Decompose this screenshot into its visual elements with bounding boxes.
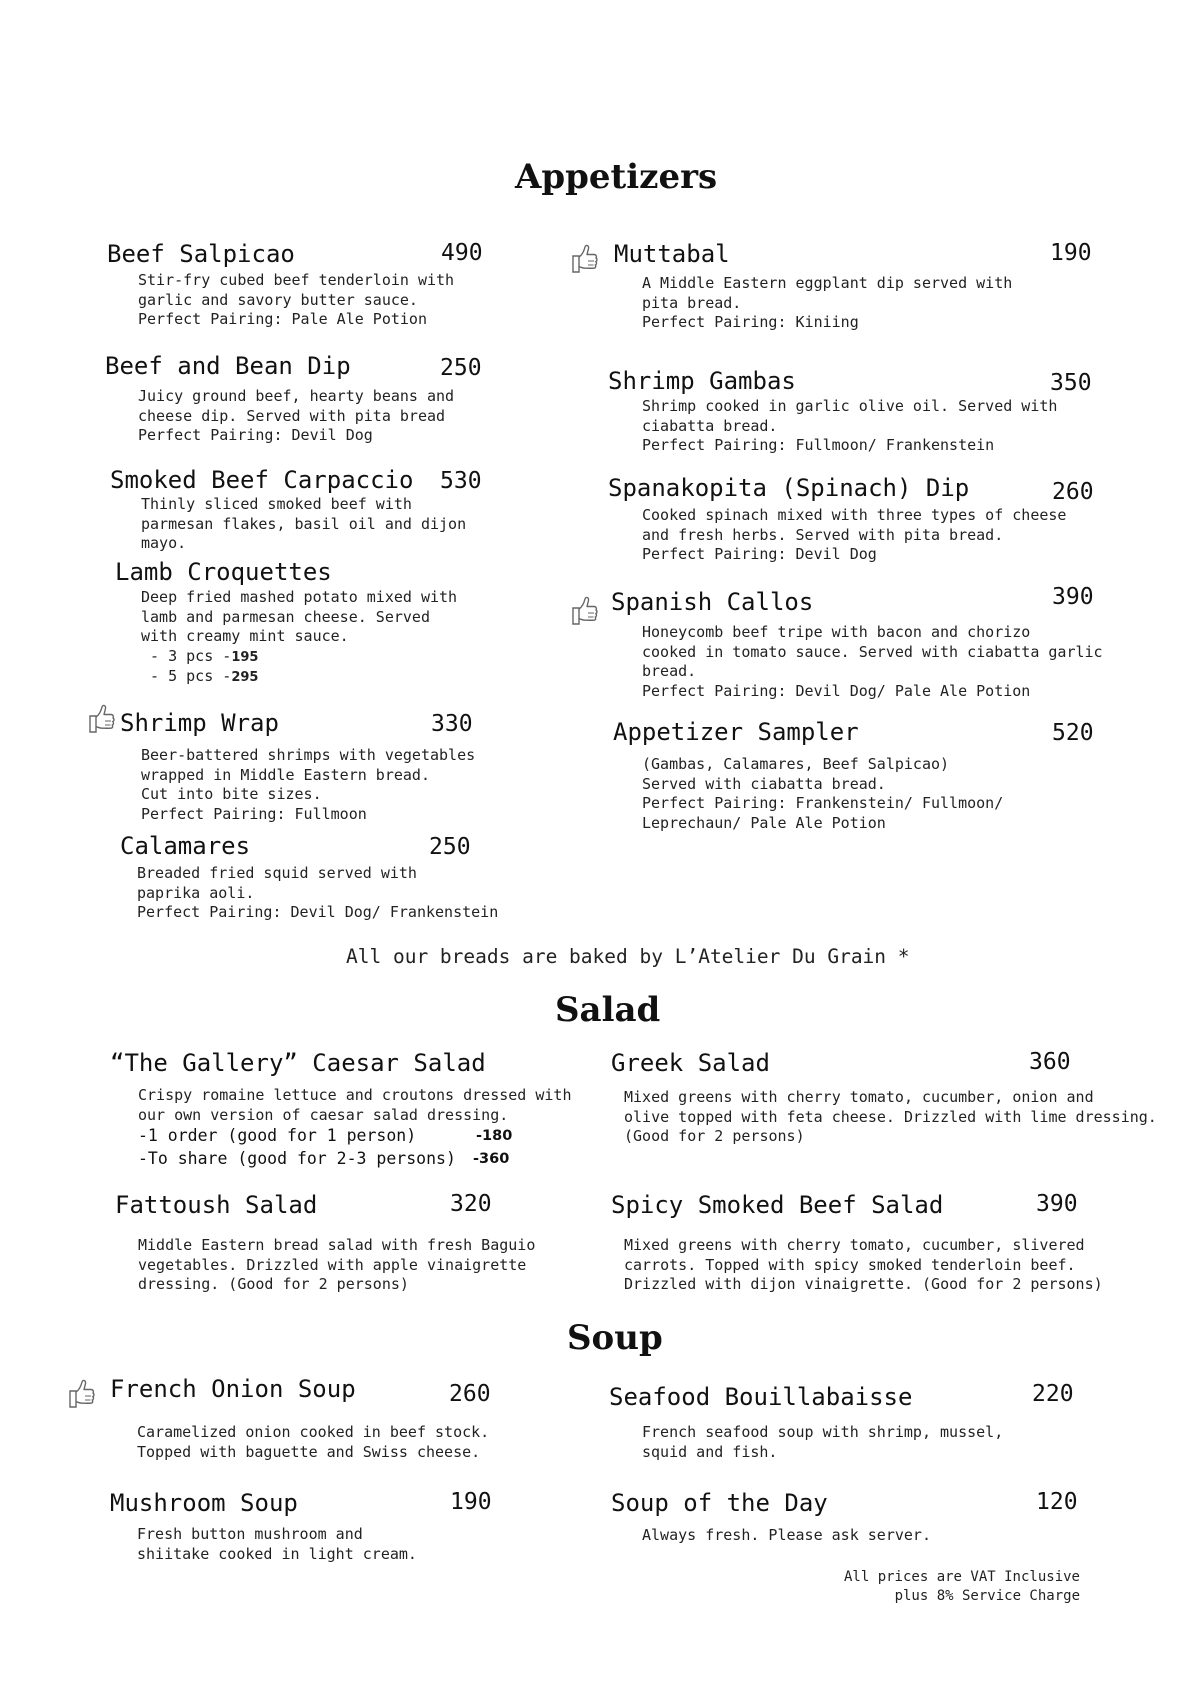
option-price: 195 — [231, 649, 259, 665]
option-price-1-order: -180 — [476, 1128, 513, 1144]
desc-line: Breaded fried squid served with — [137, 864, 417, 882]
thumbs-up-icon — [569, 592, 599, 628]
desc-line: and fresh herbs. Served with pita bread. — [642, 525, 1004, 544]
item-desc-greek-salad — [624, 1088, 1157, 1147]
desc-line: squid and fish. — [642, 1442, 778, 1461]
desc-line: parmesan flakes, basil oil and dijon — [141, 514, 467, 533]
item-price-seafood-bouillabaisse: 220 — [1032, 1381, 1074, 1407]
desc-line: Perfect Pairing: Fullmoon — [141, 804, 367, 823]
footnote-line: All prices are VAT Inclusive — [843, 1569, 1080, 1585]
item-desc-shrimp-wrap — [141, 746, 475, 824]
item-name-beef-salpicao: Beef Salpicao — [107, 240, 295, 268]
option-price: 295 — [231, 670, 259, 685]
desc-line: Perfect Pairing: Devil Dog — [642, 545, 877, 563]
section-title-appetizers: Appetizers — [515, 157, 718, 197]
desc-line: Deep fried mashed potato mixed with — [141, 588, 458, 606]
desc-line: Perfect Pairing: Devil Dog/ Frankenstein — [137, 903, 499, 921]
desc-line: Mixed greens with cherry tomato, cucumber, onion and — [624, 1088, 1094, 1106]
item-name-calamares: Calamares — [120, 832, 251, 860]
item-name-seafood-bouillabaisse: Seafood Bouillabaisse — [609, 1383, 913, 1411]
item-price-spanish-callos: 390 — [1052, 584, 1094, 610]
item-desc-spanish-callos — [642, 623, 1103, 701]
thumbs-up-icon — [66, 1375, 96, 1411]
desc-line: with creamy mint sauce. — [141, 627, 349, 645]
desc-line: A Middle Eastern eggplant dip served with — [642, 274, 1013, 292]
item-desc-spicy-smoked-beef-salad — [624, 1236, 1103, 1295]
item-price-greek-salad: 360 — [1029, 1049, 1071, 1075]
item-desc-smoked-beef-carpaccio — [141, 495, 466, 554]
item-desc-seafood-bouillabaisse — [642, 1423, 1003, 1462]
desc-line: Middle Eastern bread salad with fresh Baguio — [138, 1236, 536, 1254]
item-name-muttabal: Muttabal — [614, 240, 730, 268]
desc-line: ciabatta bread. — [642, 416, 778, 435]
item-desc-french-onion-soup — [137, 1423, 489, 1462]
desc-line: Perfect Pairing: Frankenstein/ Fullmoon/ — [642, 794, 1004, 812]
desc-line: Leprechaun/ Pale Ale Potion — [642, 813, 886, 832]
desc-line: Cooked spinach mixed with three types of cheese — [642, 506, 1067, 524]
desc-line: Crispy romaine lettuce and croutons dressed with — [138, 1086, 572, 1104]
desc-line: shiitake cooked in light cream. — [137, 1544, 417, 1563]
item-name-greek-salad: Greek Salad — [611, 1049, 770, 1077]
option-label: - 5 pcs - — [150, 667, 232, 685]
option-price-to-share: -360 — [473, 1151, 510, 1167]
option-label: - 3 pcs - — [150, 646, 232, 665]
item-desc-beef-salpicao — [138, 271, 454, 330]
desc-line: Perfect Pairing: Pale Ale Potion — [138, 310, 427, 328]
item-price-french-onion-soup: 260 — [449, 1381, 491, 1407]
desc-line: paprika aoli. — [137, 883, 255, 902]
desc-line: Drizzled with dijon vinaigrette. (Good for 2 persons) — [624, 1275, 1103, 1293]
option-label-to-share: -To share (good for 2-3 persons) — [138, 1149, 456, 1168]
item-price-shrimp-wrap: 330 — [431, 711, 473, 737]
item-desc-mushroom-soup — [137, 1525, 417, 1564]
item-price-shrimp-gambas: 350 — [1050, 370, 1092, 396]
footnote-line: plus 8% Service Charge — [894, 1588, 1080, 1604]
desc-line: Juicy ground beef, hearty beans and — [138, 387, 455, 405]
item-price-muttabal: 190 — [1050, 240, 1092, 266]
desc-line: garlic and savory butter sauce. — [138, 290, 418, 309]
item-name-caesar-salad: “The Gallery” Caesar Salad — [110, 1049, 486, 1077]
item-desc-lamb-croquettes — [141, 588, 457, 688]
desc-line: Perfect Pairing: Devil Dog/ Pale Ale Potion — [642, 681, 1031, 700]
item-name-shrimp-gambas: Shrimp Gambas — [608, 367, 796, 395]
desc-line: olive topped with feta cheese. Drizzled with lime dressing. — [624, 1107, 1157, 1126]
desc-line: Perfect Pairing: Devil Dog — [138, 426, 373, 444]
item-price-calamares: 250 — [429, 834, 471, 860]
item-desc-beef-bean-dip — [138, 387, 454, 446]
desc-line: bread. — [642, 662, 697, 680]
section-title-soup: Soup — [567, 1318, 663, 1358]
item-name-beef-bean-dip: Beef and Bean Dip — [105, 352, 351, 380]
item-price-fattoush-salad: 320 — [450, 1191, 492, 1217]
desc-line: Honeycomb beef tripe with bacon and chorizo — [642, 623, 1031, 641]
desc-line: French seafood soup with shrimp, mussel, — [642, 1423, 1004, 1441]
desc-line: Perfect Pairing: Kiniing — [642, 313, 859, 331]
desc-line: mayo. — [141, 534, 187, 552]
desc-line: cooked in tomato sauce. Served with ciabatta garlic — [642, 642, 1103, 661]
desc-line: Fresh button mushroom and — [137, 1525, 363, 1543]
desc-line: Topped with baguette and Swiss cheese. — [137, 1442, 481, 1461]
item-price-spicy-smoked-beef-salad: 390 — [1036, 1191, 1078, 1217]
desc-line: Shrimp cooked in garlic olive oil. Served with — [642, 397, 1058, 415]
section-title-salad: Salad — [555, 990, 661, 1030]
option-line — [141, 647, 457, 668]
desc-line: Mixed greens with cherry tomato, cucumber, slivered — [624, 1236, 1085, 1254]
desc-line: carrots. Topped with spicy smoked tenderloin beef. — [624, 1255, 1076, 1274]
item-name-spanish-callos: Spanish Callos — [611, 588, 814, 616]
item-price-soup-of-the-day: 120 — [1036, 1489, 1078, 1515]
desc-line: Stir-fry cubed beef tenderloin with — [138, 271, 455, 289]
item-price-beef-salpicao: 490 — [441, 240, 483, 266]
item-desc-caesar-salad — [138, 1086, 571, 1125]
item-desc-appetizer-sampler — [642, 755, 1003, 833]
item-price-beef-bean-dip: 250 — [440, 355, 482, 381]
price-footnote — [844, 1568, 1080, 1606]
thumbs-up-icon — [86, 700, 116, 736]
item-desc-spanakopita-dip — [642, 506, 1066, 565]
desc-line: Beer-battered shrimps with vegetables — [141, 746, 476, 764]
item-name-soup-of-the-day: Soup of the Day — [611, 1489, 828, 1517]
item-desc-calamares — [137, 864, 498, 923]
thumbs-up-icon — [569, 240, 599, 276]
item-name-spicy-smoked-beef-salad: Spicy Smoked Beef Salad — [611, 1191, 944, 1219]
desc-line: (Gambas, Calamares, Beef Salpicao) — [642, 755, 950, 773]
desc-line: Cut into bite sizes. — [141, 785, 322, 803]
desc-line: (Good for 2 persons) — [624, 1127, 805, 1145]
desc-line: Served with ciabatta bread. — [642, 774, 886, 793]
desc-line: cheese dip. Served with pita bread — [138, 406, 446, 425]
item-price-mushroom-soup: 190 — [450, 1489, 492, 1515]
item-price-smoked-beef-carpaccio: 530 — [440, 468, 482, 494]
desc-line: vegetables. Drizzled with apple vinaigrette — [138, 1255, 527, 1274]
option-line — [141, 667, 457, 688]
desc-line: Always fresh. Please ask server. — [642, 1526, 931, 1544]
item-desc-soup-of-the-day — [642, 1526, 931, 1546]
option-label-1-order: -1 order (good for 1 person) — [138, 1126, 417, 1145]
item-desc-muttabal — [642, 274, 1012, 333]
desc-line: Perfect Pairing: Fullmoon/ Frankenstein — [642, 436, 995, 454]
desc-line: wrapped in Middle Eastern bread. — [141, 765, 430, 784]
item-name-appetizer-sampler: Appetizer Sampler — [613, 718, 859, 746]
item-desc-shrimp-gambas — [642, 397, 1057, 456]
item-name-spanakopita-dip: Spanakopita (Spinach) Dip — [608, 474, 970, 502]
item-price-spanakopita-dip: 260 — [1052, 479, 1094, 505]
bread-note: All our breads are baked by L’Atelier Du Grain * — [346, 945, 910, 968]
item-name-shrimp-wrap: Shrimp Wrap — [120, 709, 279, 737]
item-name-mushroom-soup: Mushroom Soup — [110, 1489, 298, 1517]
item-name-smoked-beef-carpaccio: Smoked Beef Carpaccio — [110, 466, 414, 494]
desc-line: Thinly sliced smoked beef with — [141, 495, 412, 513]
desc-line: dressing. (Good for 2 persons) — [138, 1275, 409, 1293]
item-desc-fattoush-salad — [138, 1236, 535, 1295]
item-name-french-onion-soup: French Onion Soup — [110, 1375, 356, 1403]
desc-line: pita bread. — [642, 293, 742, 312]
desc-line: Caramelized onion cooked in beef stock. — [137, 1423, 490, 1441]
item-name-fattoush-salad: Fattoush Salad — [115, 1191, 318, 1219]
item-price-appetizer-sampler: 520 — [1052, 720, 1094, 746]
desc-line: lamb and parmesan cheese. Served — [141, 607, 430, 626]
item-name-lamb-croquettes: Lamb Croquettes — [115, 558, 332, 586]
desc-line: our own version of caesar salad dressing. — [138, 1105, 509, 1124]
